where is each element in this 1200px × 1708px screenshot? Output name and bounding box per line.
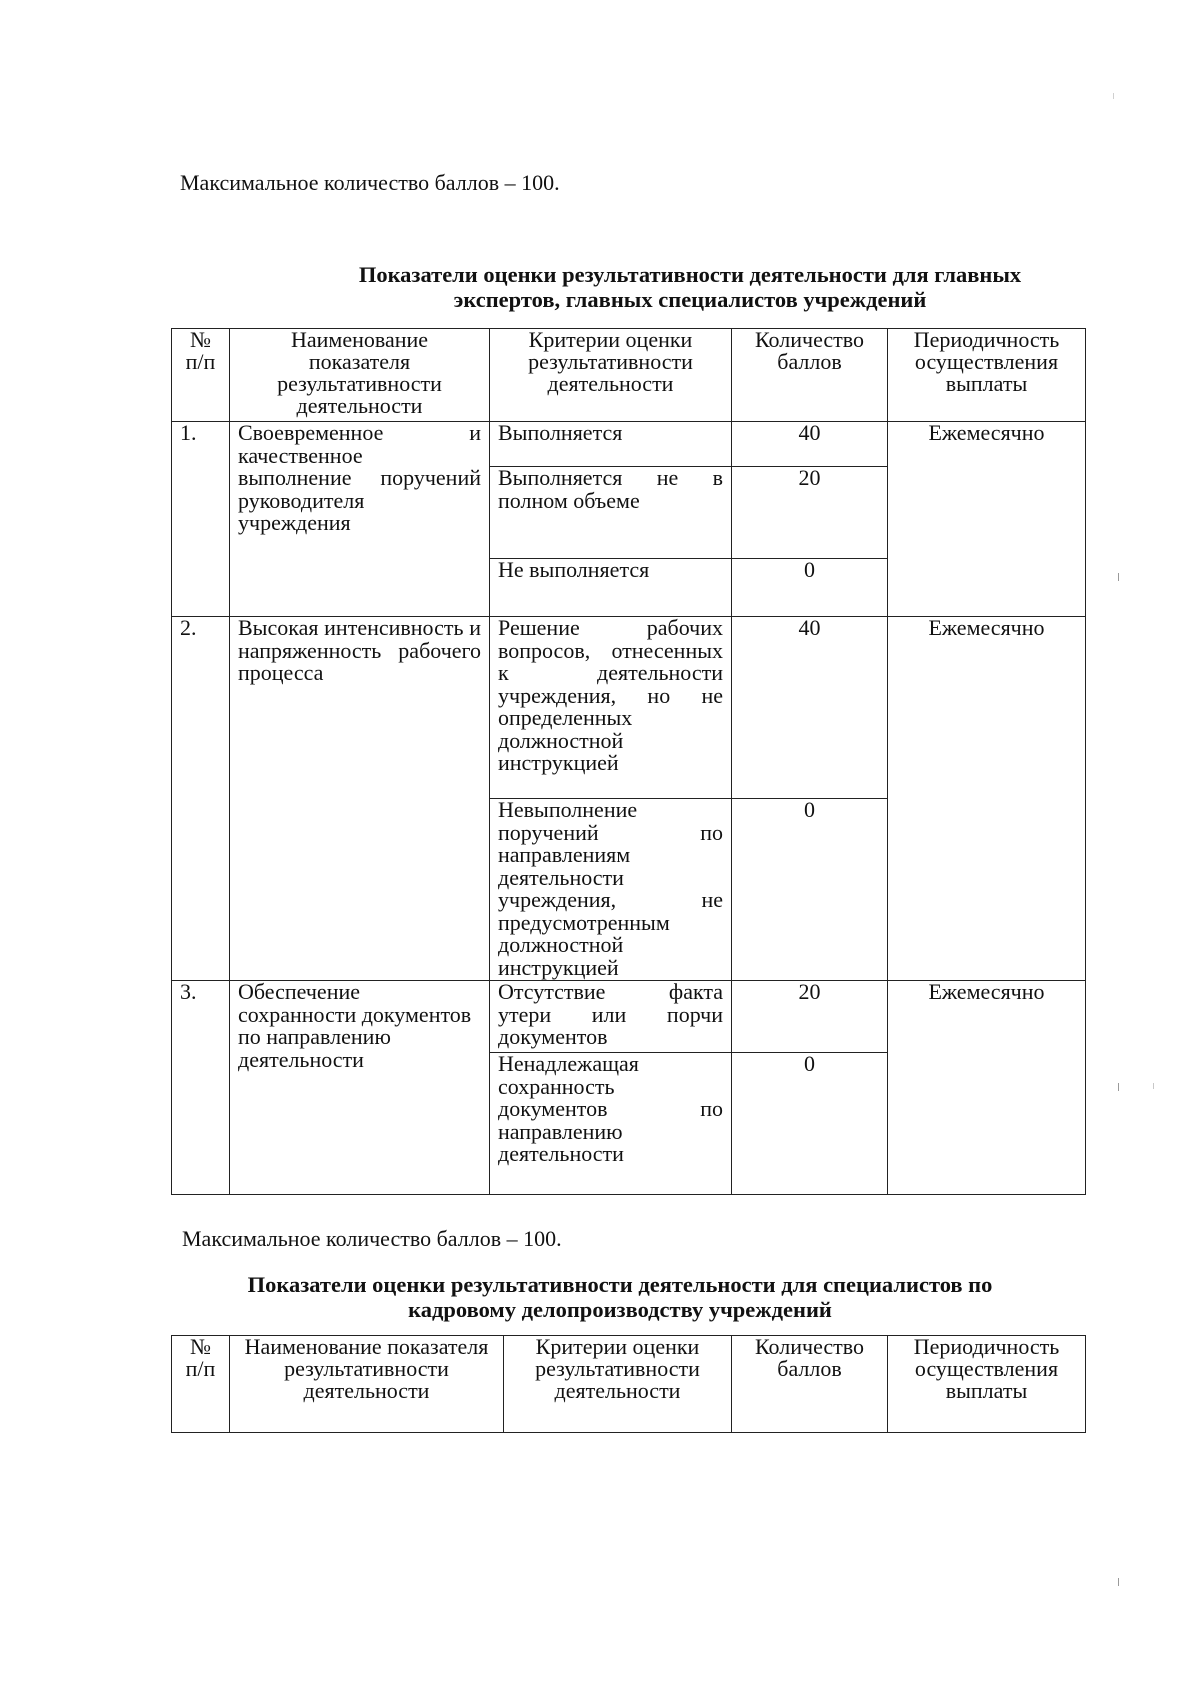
header-name: Наименование показателя результативности деятельности — [230, 329, 490, 422]
table2-title-line1: Показатели оценки результативности деятельности для специалистов по — [247, 1272, 993, 1297]
header-period: Периодичность осуществления выплаты — [888, 1336, 1086, 1433]
table1-title-line2: экспертов, главных специалистов учреждений — [453, 287, 927, 312]
row1-points-3: 0 — [732, 559, 888, 617]
header-num: № п/п — [172, 1336, 230, 1433]
header-name: Наименование показателя результативности деятельности — [230, 1336, 504, 1433]
row1-name: Своевременное и качественное выполнение поручений руководителя учреждения — [230, 422, 490, 617]
header-points: Количество баллов — [732, 1336, 888, 1433]
row3-points-2: 0 — [732, 1053, 888, 1195]
max-points-note-bottom: Максимальное количество баллов – 100. — [182, 1226, 562, 1251]
table1-title-line1: Показатели оценки результативности деятельности для главных — [358, 262, 1022, 287]
table1-title — [190, 262, 1190, 312]
row1-criteria-2: Выполняется не в полном объеме — [490, 467, 732, 559]
row1-num: 1. — [172, 422, 230, 617]
header-period: Периодичность осуществления выплаты — [888, 329, 1086, 422]
max-points-note-top: Максимальное количество баллов – 100. — [180, 170, 560, 195]
row2-criteria-2: Невыполнение поручений по направлениям деятельности учреждения, не предусмотренным должностной инструкцией — [490, 799, 732, 981]
row3-points-1: 20 — [732, 981, 888, 1053]
table2-header-row — [172, 1336, 1086, 1433]
header-points: Количество баллов — [732, 329, 888, 422]
row3-criteria-1: Отсутствие факта утери или порчи документов — [490, 981, 732, 1053]
row2-criteria-1: Решение рабочих вопросов, отнесенных к деятельности учреждения, но не определенных должностной инструкцией — [490, 617, 732, 799]
row2-num: 2. — [172, 617, 230, 981]
header-criteria: Критерии оценки результативности деятельности — [490, 329, 732, 422]
row1-points-1: 40 — [732, 422, 888, 467]
row1-criteria-1: Выполняется — [490, 422, 732, 467]
table2-title — [120, 1272, 1120, 1322]
table-row — [172, 617, 1086, 799]
table-row — [172, 981, 1086, 1053]
row2-period: Ежемесячно — [888, 617, 1086, 981]
row1-period: Ежемесячно — [888, 422, 1086, 617]
table2 — [171, 1335, 1086, 1433]
row3-period: Ежемесячно — [888, 981, 1086, 1195]
table1 — [171, 328, 1086, 1195]
row2-points-2: 0 — [732, 799, 888, 981]
row3-criteria-2: Ненадлежащая сохранность документов по направлению деятельности — [490, 1053, 732, 1195]
header-criteria: Критерии оценки результативности деятельности — [504, 1336, 732, 1433]
row2-name: Высокая интенсивность и напряженность рабочего процесса — [230, 617, 490, 981]
row2-points-1: 40 — [732, 617, 888, 799]
row1-criteria-3: Не выполняется — [490, 559, 732, 617]
row3-num: 3. — [172, 981, 230, 1195]
table-row — [172, 422, 1086, 467]
row1-points-2: 20 — [732, 467, 888, 559]
row3-name: Обеспечение сохранности документов по направлению деятельности — [230, 981, 490, 1195]
header-num: № п/п — [172, 329, 230, 422]
table1-header-row — [172, 329, 1086, 422]
table2-title-line2: кадровому делопроизводству учреждений — [408, 1297, 832, 1322]
